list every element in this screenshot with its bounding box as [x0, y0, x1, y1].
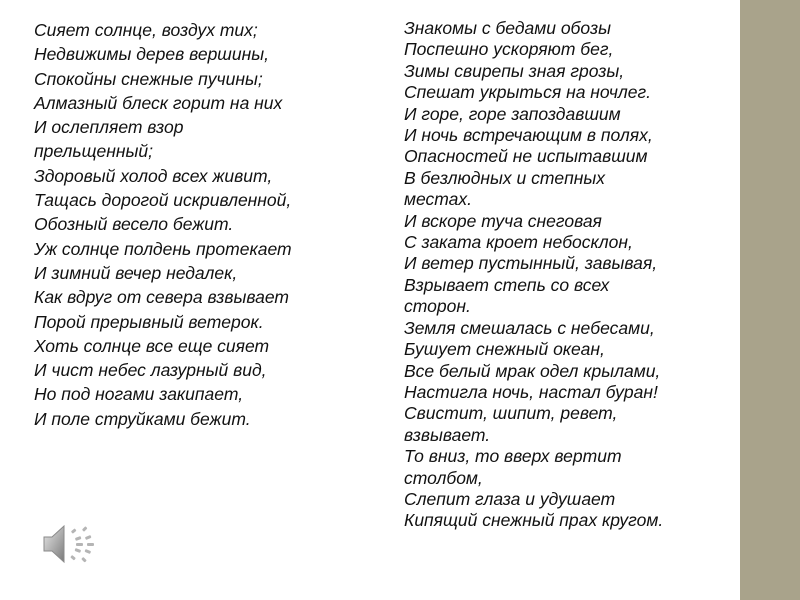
poem-line: Тащась дорогой искривленной,	[34, 190, 292, 211]
poem-line: взвывает.	[404, 424, 491, 445]
poem-line: Все белый мрак одел крылами,	[404, 360, 661, 381]
poem-line: И поле струйками бежит.	[34, 408, 251, 429]
poem-line: Кипящий снежный прах кругом.	[404, 510, 664, 531]
poem-line: Хоть солнце все еще сияет	[34, 335, 270, 356]
poem-line: И вскоре туча снеговая	[404, 210, 602, 231]
poem-line: Алмазный блеск горит на них	[34, 92, 283, 113]
poem-line: Бушует снежный океан,	[404, 339, 605, 360]
poem-line: И ослепляет взор	[34, 117, 184, 138]
poem-line: Земля смешалась с небесами,	[404, 317, 655, 338]
poem-line: Опасностей не испытавшим	[404, 146, 648, 167]
poem-right-column	[404, 18, 734, 532]
poem-line: столбом,	[404, 467, 483, 488]
poem-left-column	[34, 18, 374, 431]
poem-line: Сияет солнце, воздух тих;	[34, 20, 258, 40]
poem-line: Но под ногами закипает,	[34, 384, 244, 405]
poem-line: прельщенный;	[34, 141, 153, 162]
poem-line: И зимний вечер недалек,	[34, 262, 238, 283]
poem-line: Недвижимы дерев вершины,	[34, 44, 269, 65]
poem-line: Спокойны снежные пучины;	[34, 68, 263, 89]
poem-line: Свистит, шипит, ревет,	[404, 403, 618, 424]
poem-line: Здоровый холод всех живит,	[34, 165, 273, 186]
side-decoration-bar	[740, 0, 800, 600]
poem-line: И ветер пустынный, завывая,	[404, 253, 658, 274]
poem-line: Поспешно ускоряют бег,	[404, 39, 614, 60]
poem-line: Слепит глаза и удушает	[404, 488, 616, 509]
poem-line: Спешат укрыться на ночлег.	[404, 82, 652, 103]
poem-line: С заката кроет небосклон,	[404, 232, 633, 253]
poem-line: Зимы свирепы зная грозы,	[404, 60, 625, 81]
poem-line: Знакомы с бедами обозы	[404, 18, 611, 38]
poem-line: И чист небес лазурный вид,	[34, 360, 267, 381]
poem-line: сторон.	[404, 296, 471, 317]
poem-line: Взрывает степь со всех	[404, 274, 610, 295]
poem-line: Обозный весело бежит.	[34, 214, 234, 235]
poem-line: В безлюдных и степных	[404, 167, 606, 188]
speaker-icon[interactable]	[40, 518, 96, 570]
poem-line: Настигла ночь, настал буран!	[404, 381, 658, 402]
poem-line: То вниз, то вверх вертит	[404, 446, 622, 467]
poem-line: И ночь встречающим в полях,	[404, 125, 653, 146]
poem-line: местах.	[404, 189, 473, 210]
poem-line: Порой прерывный ветерок.	[34, 311, 264, 332]
poem-line: Как вдруг от севера взвывает	[34, 287, 289, 308]
poem-line: Уж солнце полдень протекает	[34, 238, 292, 259]
poem-line: И горе, горе запоздавшим	[404, 103, 621, 124]
